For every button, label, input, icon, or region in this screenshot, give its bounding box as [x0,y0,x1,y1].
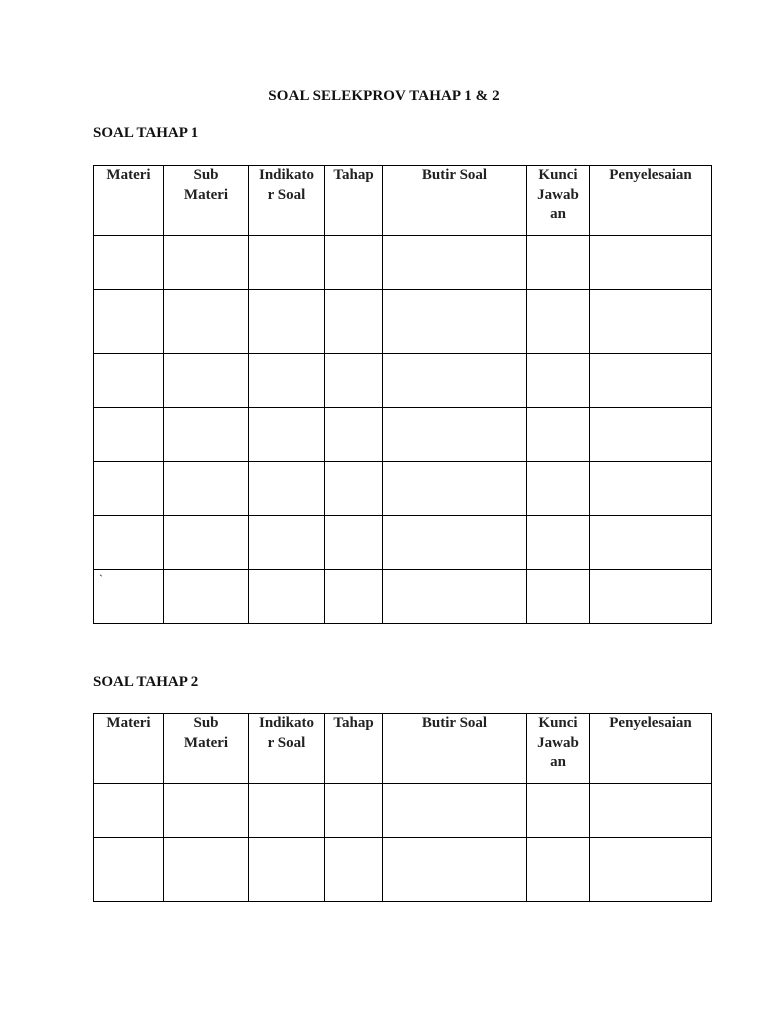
table-cell[interactable] [383,516,527,570]
table-cell[interactable] [527,516,590,570]
table-cell[interactable] [164,570,249,624]
table-cell[interactable] [527,236,590,290]
column-header-kunci-jawaban: Kunci Jawab an [527,166,590,236]
column-header-sub-materi: Sub Materi [164,166,249,236]
table-row [94,570,712,624]
table-cell[interactable] [164,354,249,408]
table-cell[interactable] [325,354,383,408]
table-cell[interactable] [527,838,590,902]
table-row [94,236,712,290]
column-header-tahap: Tahap [325,166,383,236]
table-cell[interactable] [590,408,712,462]
table-header-row [94,714,712,784]
column-header-penyelesaian: Penyelesaian [590,166,712,236]
table-cell[interactable] [94,784,164,838]
table-cell[interactable] [94,408,164,462]
table-cell[interactable] [383,354,527,408]
column-header-sub-materi: Sub Materi [164,714,249,784]
table-cell[interactable] [249,462,325,516]
table-cell[interactable] [164,408,249,462]
section-title-tahap-1: SOAL TAHAP 1 [93,125,199,141]
section-title-tahap-2: SOAL TAHAP 2 [93,674,199,690]
table-cell[interactable] [164,784,249,838]
table-cell[interactable] [94,462,164,516]
table-cell[interactable] [590,236,712,290]
table-cell[interactable] [527,290,590,354]
table-cell[interactable] [164,290,249,354]
table-cell[interactable] [325,290,383,354]
table-cell[interactable] [94,236,164,290]
table-cell[interactable] [94,838,164,902]
table-cell[interactable] [383,462,527,516]
table-cell[interactable] [590,290,712,354]
backtick-mark: ` [99,572,103,586]
table-row [94,354,712,408]
table-row [94,516,712,570]
table-cell[interactable] [249,516,325,570]
table-cell[interactable] [164,838,249,902]
column-header-penyelesaian: Penyelesaian [590,714,712,784]
column-header-materi: Materi [94,166,164,236]
table-cell[interactable] [527,784,590,838]
column-header-indikator-soal: Indikato r Soal [249,166,325,236]
table-cell[interactable] [527,462,590,516]
table-cell[interactable] [527,570,590,624]
table-cell[interactable] [94,290,164,354]
table-cell[interactable] [164,462,249,516]
table-cell[interactable] [94,516,164,570]
table-cell[interactable] [383,838,527,902]
table-cell[interactable] [325,516,383,570]
table-cell[interactable] [590,838,712,902]
table-header-row [94,166,712,236]
table-cell[interactable] [249,354,325,408]
soal-table-tahap-1 [93,165,712,624]
table-cell[interactable] [383,236,527,290]
column-header-butir-soal: Butir Soal [383,714,527,784]
column-header-indikator-soal: Indikato r Soal [249,714,325,784]
table-cell[interactable] [325,236,383,290]
table-cell[interactable] [590,354,712,408]
soal-table-tahap-2 [93,713,712,902]
table-row [94,290,712,354]
table-cell[interactable] [383,784,527,838]
table-cell[interactable] [325,838,383,902]
table-cell[interactable] [383,408,527,462]
table-cell[interactable] [325,462,383,516]
table-cell[interactable] [590,462,712,516]
table-cell[interactable] [249,408,325,462]
table-cell[interactable] [164,516,249,570]
column-header-materi: Materi [94,714,164,784]
table-cell[interactable] [249,784,325,838]
table-cell[interactable] [249,838,325,902]
table-cell[interactable] [249,570,325,624]
table-row [94,838,712,902]
table-cell[interactable] [590,516,712,570]
table-cell[interactable] [383,570,527,624]
column-header-tahap: Tahap [325,714,383,784]
column-header-kunci-jawaban: Kunci Jawab an [527,714,590,784]
table-cell[interactable] [325,408,383,462]
table-cell[interactable] [94,354,164,408]
column-header-butir-soal: Butir Soal [383,166,527,236]
page-title: SOAL SELEKPROV TAHAP 1 & 2 [268,88,500,104]
table-cell[interactable] [383,290,527,354]
table-cell[interactable] [325,570,383,624]
table-cell[interactable] [590,784,712,838]
table-cell[interactable] [527,354,590,408]
table-row [94,784,712,838]
table-row [94,462,712,516]
table-row [94,408,712,462]
table-cell[interactable] [164,236,249,290]
table-cell[interactable] [527,408,590,462]
table-cell[interactable] [590,570,712,624]
table-cell[interactable] [249,290,325,354]
table-cell[interactable] [249,236,325,290]
table-cell[interactable] [94,570,164,624]
table-cell[interactable] [325,784,383,838]
